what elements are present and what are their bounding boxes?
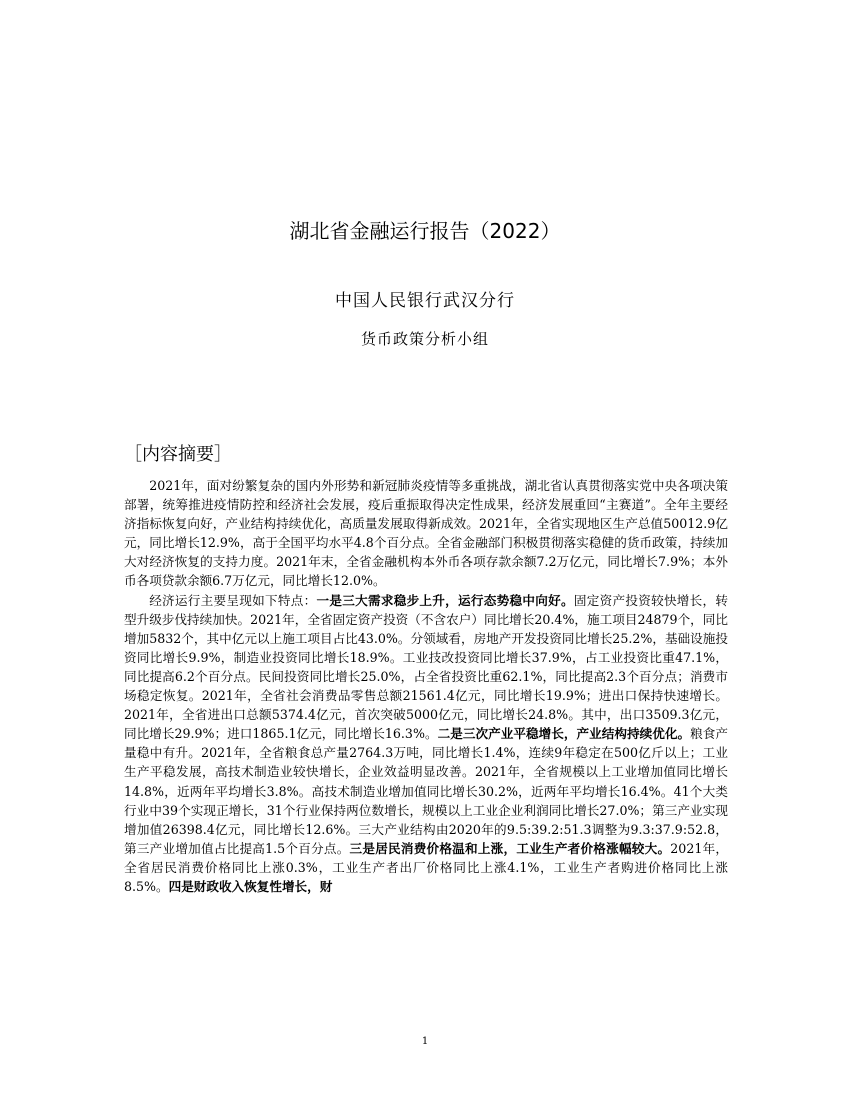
- point-3-heading: 三是居民消费价格温和上涨，工业生产者价格涨幅较大。: [349, 840, 671, 856]
- point-2-text: 粮食产量稳中有升。2021年，全省粮食总产量2764.3万吨，同比增长1.4%，连续9年稳定在500亿斤以上；工业生产平稳发展，高技术制造业较快增长，企业效益明显改善。2021年，全省规模以上工业增加值同比增长14.8%，近两年平均增长3.8%。高技术制造业增加值同比增长30.2%，近两年平均增长16.4%。41个大类行业中39个实现正增长，31个行业保持两位数增长，规模以上工业企业利润同比增长27.0%；第三产业实现增加值26398.4亿元，同比增长12.6%。三大产业结构由2020年的9.5:39.2:51.3调整为9.3:37.9:52.8，第三产业增加值占比提高1.5个百分点。: [124, 726, 729, 856]
- point-2-heading: 二是三次产业平稳增长，产业结构持续优化。: [437, 726, 691, 742]
- group-name: 货币政策分析小组: [360, 330, 489, 348]
- summary-paragraph-2: [124, 591, 728, 897]
- point-1-heading: 一是三大需求稳步上升，运行态势稳中向好。: [316, 592, 574, 608]
- page-number: 1: [421, 1036, 429, 1047]
- point-1-text: 固定资产投资较快增长，转型升级步伐持续加快。2021年，全省固定资产投资（不含农户）同比增长20.4%，施工项目24879个，同比增加5832个，其中亿元以上施工项目占比43.0%。分领域看，房地产开发投资同比增长25.2%，基础设施投资同比增长9.9%，制造业投资同比增长18.9%。工业技改投资同比增长37.9%，占工业投资比重47.1%，同比提高6.2个百分点。民间投资同比增长25.0%，占全省投资比重62.1%，同比提高2.3个百分点；消费市场稳定恢复。2021年，全省社会消费品零售总额21561.4亿元，同比增长19.9%；进出口保持快速增长。2021年，全省进出口总额5374.4亿元，首次突破5000亿元，同比增长24.8%。其中，出口3509.3亿元，同比增长29.9%；进口1865.1亿元，同比增长16.3%。: [124, 592, 729, 742]
- point-4-heading: 四是财政收入恢复性增长，财: [168, 878, 333, 894]
- paragraph-intro: 经济运行主要呈现如下特点：: [149, 592, 317, 608]
- section-heading: ［内容摘要］: [124, 444, 232, 465]
- summary-body: [124, 476, 728, 896]
- point-3-text: 2021年，全省居民消费价格同比上涨0.3%，工业生产者出厂价格同比上涨4.1%，工业生产者购进价格同比上涨8.5%。: [124, 840, 729, 894]
- document-title: 湖北省金融运行报告（2022）: [289, 219, 561, 243]
- organization-name: 中国人民银行武汉分行: [335, 291, 515, 311]
- summary-paragraph-1: 2021年，面对纷繁复杂的国内外形势和新冠肺炎疫情等多重挑战，湖北省认真贯彻落实党中央各项决策部署，统筹推进疫情防控和经济社会发展，疫后重振取得决定性成果，经济发展重回“主赛道”。全年主要经济指标恢复向好，产业结构持续优化，高质量发展取得新成效。2021年，全省实现地区生产总值50012.9亿元，同比增长12.9%，高于全国平均水平4.8个百分点。全省金融部门积极贯彻落实稳健的货币政策，持续加大对经济恢复的支持力度。2021年末，全省金融机构本外币各项存款余额7.2万亿元，同比增长7.9%；本外币各项贷款余额6.7万亿元，同比增长12.0%。: [124, 478, 728, 589]
